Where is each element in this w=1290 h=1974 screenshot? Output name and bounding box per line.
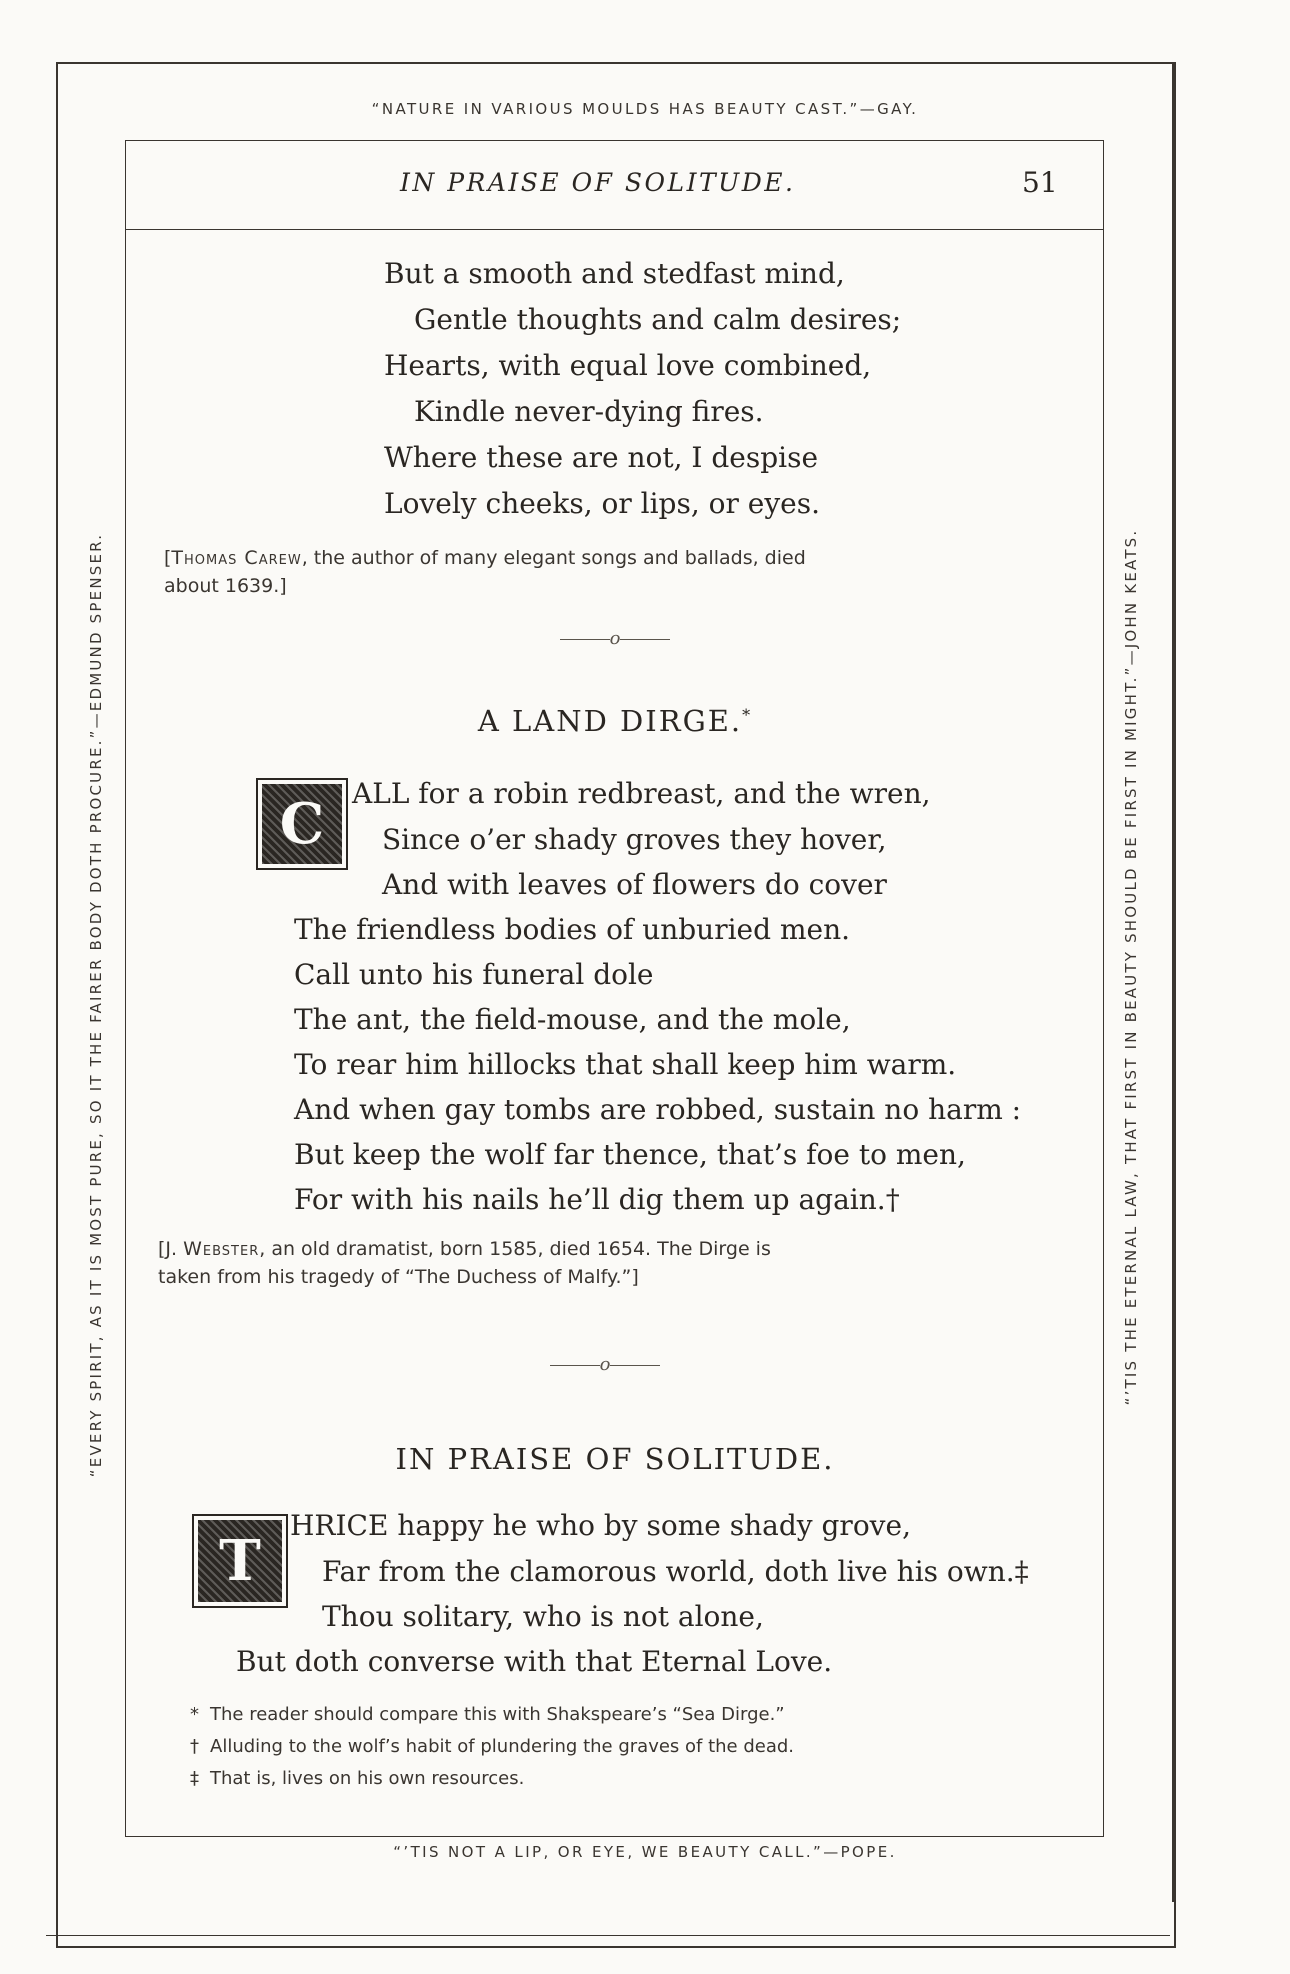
poem-line: To rear him hillocks that shall keep him warm. <box>294 1048 957 1081</box>
poem-line: And when gay tombs are robbed, sustain no harm : <box>294 1093 1022 1126</box>
note-text: , an old dramatist, born 1585, died 1654. The Dirge is <box>259 1238 771 1260</box>
margin-quote-top: “NATURE IN VARIOUS MOULDS HAS BEAUTY CAST.”—GAY. <box>371 100 919 118</box>
section-divider <box>540 628 690 649</box>
footnote-text: The reader should compare this with Shakspeare’s “Sea Dirge.” <box>210 1704 785 1725</box>
header-rule <box>125 229 1104 230</box>
decorated-initial <box>256 778 348 870</box>
note-text: , the author of many elegant songs and ballads, died <box>301 547 806 569</box>
footnote-ref: * <box>742 705 753 725</box>
poem-line: But doth converse with that Eternal Love. <box>236 1645 833 1678</box>
author-name: Webster <box>183 1238 260 1260</box>
footnote-mark: † <box>190 1736 199 1757</box>
poem-line: Where these are not, I despise <box>384 441 819 474</box>
poem-line: But keep the wolf far thence, that’s foe to men, <box>294 1138 966 1171</box>
author-name: Thomas Carew <box>171 547 302 569</box>
poem-line: Hearts, with equal love combined, <box>384 349 872 382</box>
poem-line: Kindle never-dying fires. <box>414 395 764 428</box>
poem-line: Far from the clamorous world, doth live his own.‡ <box>322 1555 1029 1588</box>
footnote <box>190 1768 524 1789</box>
footnote <box>190 1736 794 1757</box>
section-title-text: A LAND DIRGE. <box>477 704 743 738</box>
decorated-initial <box>192 1514 288 1608</box>
note-open: [ <box>164 547 172 569</box>
footnote-mark: ‡ <box>190 1768 199 1789</box>
note-text: taken from his tragedy of “The Duchess of Malfy.”] <box>158 1265 639 1288</box>
poem-line: For with his nails he’ll dig them up again.† <box>294 1183 900 1216</box>
note-text: about 1639.] <box>164 574 287 597</box>
margin-quote-right: “’TIS THE ETERNAL LAW, THAT FIRST IN BEAUTY SHOULD BE FIRST IN MIGHT.”—JOHN KEATS. <box>1122 528 1140 1406</box>
margin-quote-left: “EVERY SPIRIT, AS IT IS MOST PURE, SO IT THE FAIRER BODY DOTH PROCURE.”—EDMUND SPENSER. <box>87 532 105 1478</box>
poem-line: Since o’er shady groves they hover, <box>382 823 887 856</box>
page-number: 51 <box>1022 166 1058 199</box>
outer-rule-right <box>1172 62 1174 1902</box>
running-title: IN PRAISE OF SOLITUDE. <box>400 168 796 197</box>
section-title-solitude: IN PRAISE OF SOLITUDE. <box>395 1442 835 1476</box>
poem-line: HRICE happy he who by some shady grove, <box>290 1509 911 1542</box>
poem-line: Thou solitary, who is not alone, <box>322 1600 764 1633</box>
note-open: [J. <box>158 1238 184 1260</box>
divider-ornament: o <box>599 1354 611 1375</box>
poem-line: Gentle thoughts and calm desires; <box>414 303 902 336</box>
footnote-text: Alluding to the wolf’s habit of plundering the graves of the dead. <box>210 1736 795 1757</box>
footnote-mark: * <box>190 1704 199 1725</box>
attribution-note-carew <box>164 545 1064 600</box>
poem-line: ALL for a robin redbreast, and the wren, <box>352 777 931 810</box>
poem-line: Lovely cheeks, or lips, or eyes. <box>384 487 821 520</box>
section-title-land-dirge <box>0 704 1230 738</box>
poem-line: The friendless bodies of unburied men. <box>294 913 851 946</box>
divider-ornament: o <box>609 628 621 649</box>
poem-line: And with leaves of flowers do cover <box>382 868 887 901</box>
poem-line: The ant, the field-mouse, and the mole, <box>294 1003 851 1036</box>
initial-letter: C <box>262 784 342 864</box>
footnote-text: That is, lives on his own resources. <box>210 1768 525 1789</box>
footnote <box>190 1704 785 1725</box>
poem-line: Call unto his funeral dole <box>294 958 654 991</box>
attribution-note-webster <box>158 1236 1078 1291</box>
outer-rule-bottom <box>46 1935 1170 1936</box>
margin-quote-bottom: “’TIS NOT A LIP, OR EYE, WE BEAUTY CALL.”—POPE. <box>393 1843 897 1861</box>
initial-letter: T <box>198 1520 282 1602</box>
section-divider <box>530 1354 680 1375</box>
poem-line: But a smooth and stedfast mind, <box>384 257 845 290</box>
